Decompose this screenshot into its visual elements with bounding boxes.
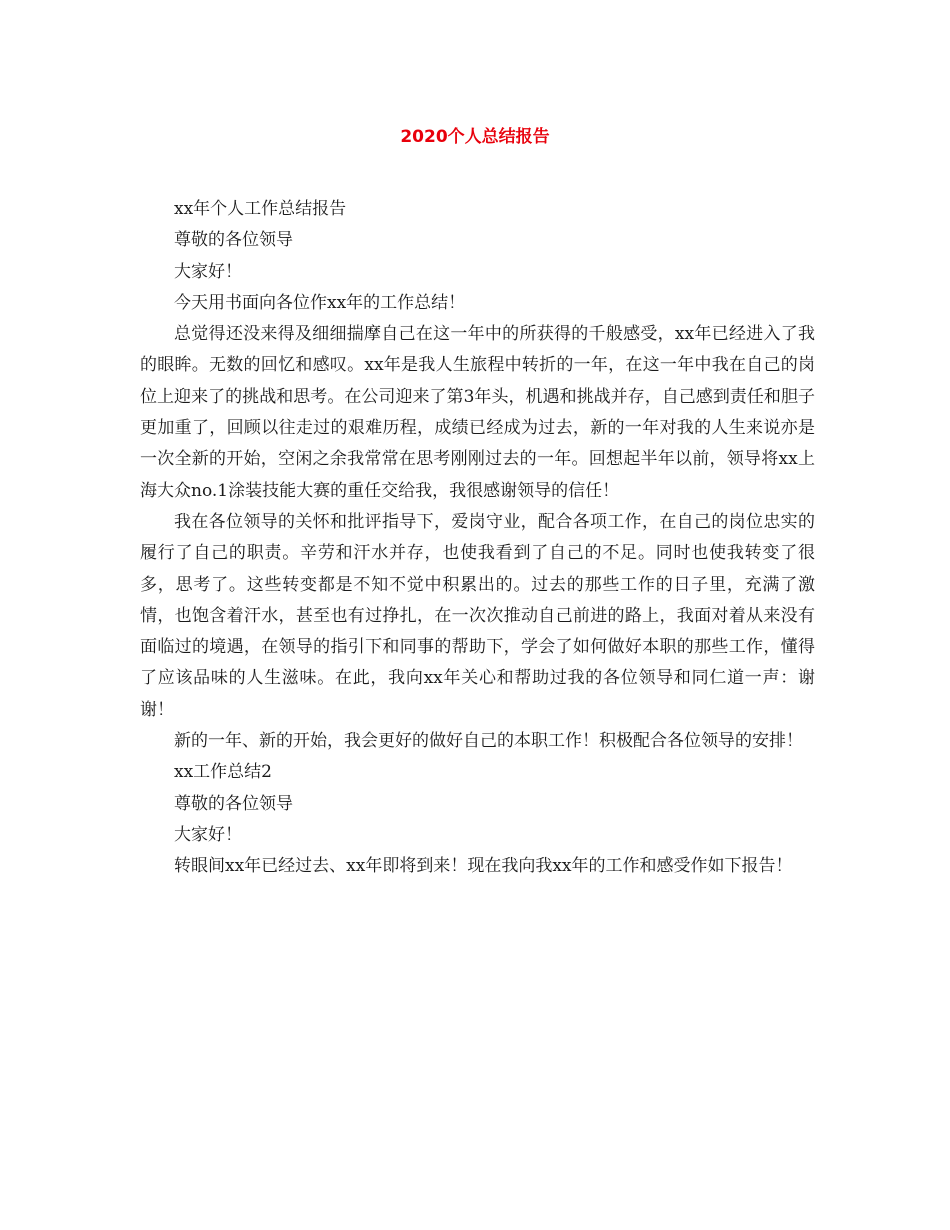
document-body <box>140 194 815 883</box>
paragraph: 今天用书面向各位作xx年的工作总结！ <box>174 292 466 313</box>
paragraph: 尊敬的各位领导 <box>174 793 293 814</box>
document-title: 2020个人总结报告 <box>400 127 550 147</box>
paragraph: 尊敬的各位领导 <box>174 230 293 251</box>
paragraph: 我在各位领导的关怀和批评指导下，爱岗守业，配合各项工作，在自己的岗位忠实的履行了自己的职责。辛劳和汗水并存，也使我看到了自己的不足。同时也使我转变了很多，思考了。这些转变都是不知不觉中积累出的。过去的那些工作的日子里，充满了激情，也饱含着汗水，甚至也有过挣扎，在一次次推动自己前进的路上，我面对着从来没有面临过的境遇，在领导的指引下和同事的帮助下，学会了如何做好本职的那些工作，懂得了应该品味的人生滋味。在此，我向xx年关心和帮助过我的各位领导和同仁道一声：谢谢！ <box>140 511 815 720</box>
paragraph: 大家好！ <box>174 261 242 282</box>
paragraph: 大家好！ <box>174 824 242 845</box>
paragraph: xx年个人工作总结报告 <box>174 199 347 219</box>
paragraph: 转眼间xx年已经过去、xx年即将到来！现在我向我xx年的工作和感受作如下报告！ <box>174 856 793 877</box>
paragraph: 新的一年、新的开始，我会更好的做好自己的本职工作！积极配合各位领导的安排！ <box>174 731 803 752</box>
paragraph: 总觉得还没来得及细细揣摩自己在这一年中的所获得的千般感受，xx年已经进入了我的眼眸。无数的回忆和感叹。xx年是我人生旅程中转折的一年，在这一年中我在自己的岗位上迎来了的挑战和思考。在公司迎来了第3年头，机遇和挑战并存，自己感到责任和胆子更加重了，回顾以往走过的艰难历程，成绩已经成为过去，新的一年对我的人生来说亦是一次全新的开始，空闲之余我常常在思考刚刚过去的一年。回想起半年以前，领导将xx上海大众no.1涂装技能大赛的重任交给我，我很感谢领导的信任！ <box>140 324 815 501</box>
paragraph: xx工作总结2 <box>174 762 272 783</box>
